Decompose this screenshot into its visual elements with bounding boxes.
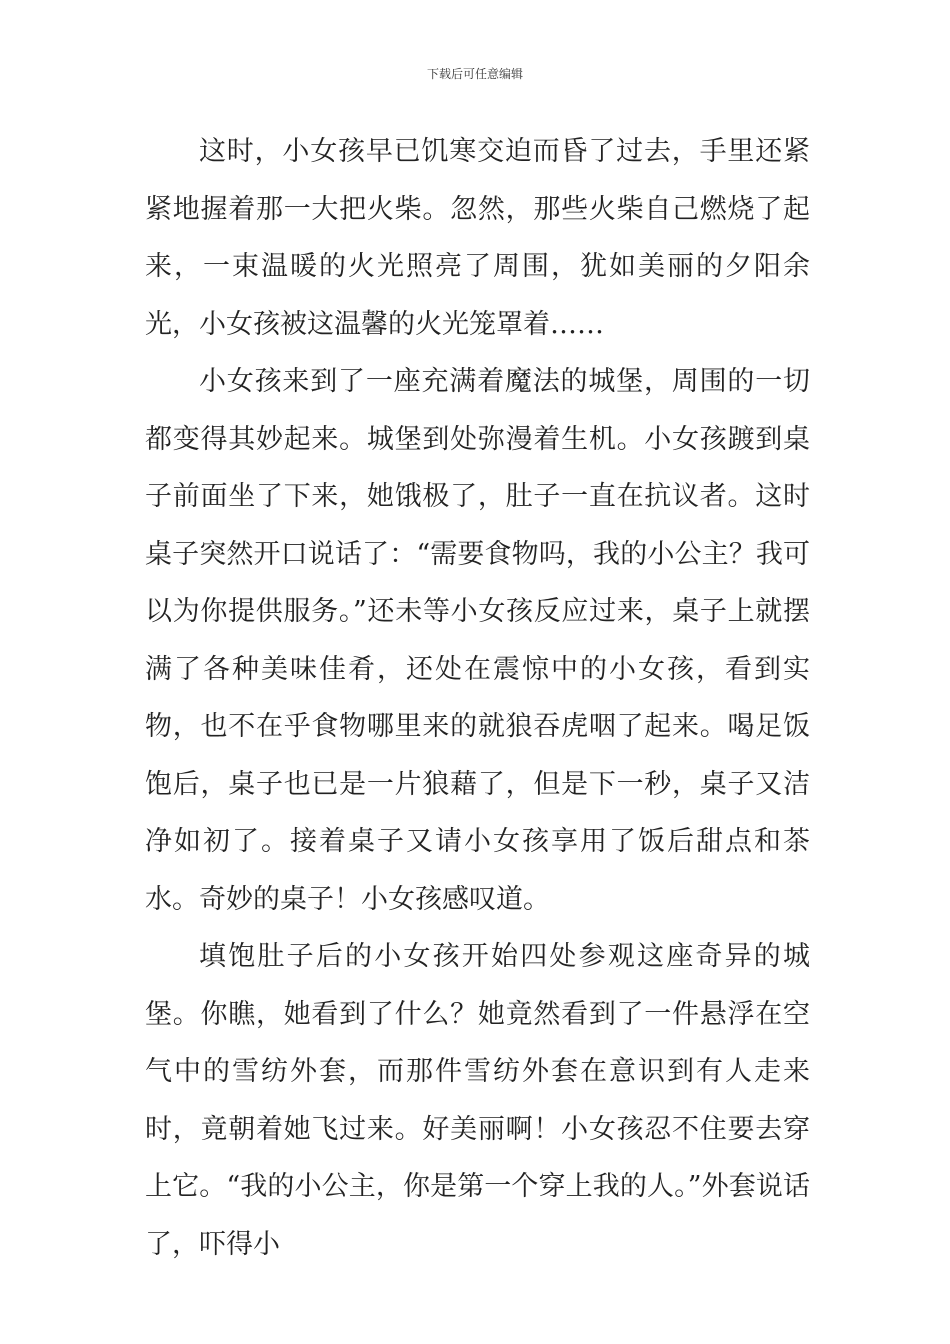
paragraph-1: 这时，小女孩早已饥寒交迫而昏了过去，手里还紧紧地握着那一大把火柴。忽然，那些火柴自己燃烧了起来，一束温暖的火光照亮了周围，犹如美丽的夕阳余光，小女孩被这温馨的火光笼罩着…… (145, 136, 810, 340)
page-header: 下载后可任意编辑 (426, 67, 523, 81)
paragraph-2: 小女孩来到了一座充满着魔法的城堡，周围的一切都变得其妙起来。城堡到处弥漫着生机。小女孩踱到桌子前面坐了下来，她饿极了，肚子一直在抗议者。这时桌子突然开口说话了：“需要食物吗，我的小公主？我可以为你提供服务。”还未等小女孩反应过来，桌子上就摆满了各种美味佳肴，还处在震惊中的小女孩，看到实物，也不在乎食物哪里来的就狼吞虎咽了起来。喝足饭饱后，桌子也已是一片狼藉了，但是下一秒，桌子又洁净如初了。接着桌子又请小女孩享用了饭后甜点和茶水。奇妙的桌子！小女孩感叹道。 (145, 366, 810, 915)
paragraph-3: 填饱肚子后的小女孩开始四处参观这座奇异的城堡。你瞧，她看到了什么？她竟然看到了一件悬浮在空气中的雪纺外套，而那件雪纺外套在意识到有人走来时，竟朝着她飞过来。好美丽啊！小女孩忍不住要去穿上它。“我的小公主，你是第一个穿上我的人。”外套说话了，吓得小 (145, 941, 810, 1260)
document-body (145, 123, 810, 1273)
